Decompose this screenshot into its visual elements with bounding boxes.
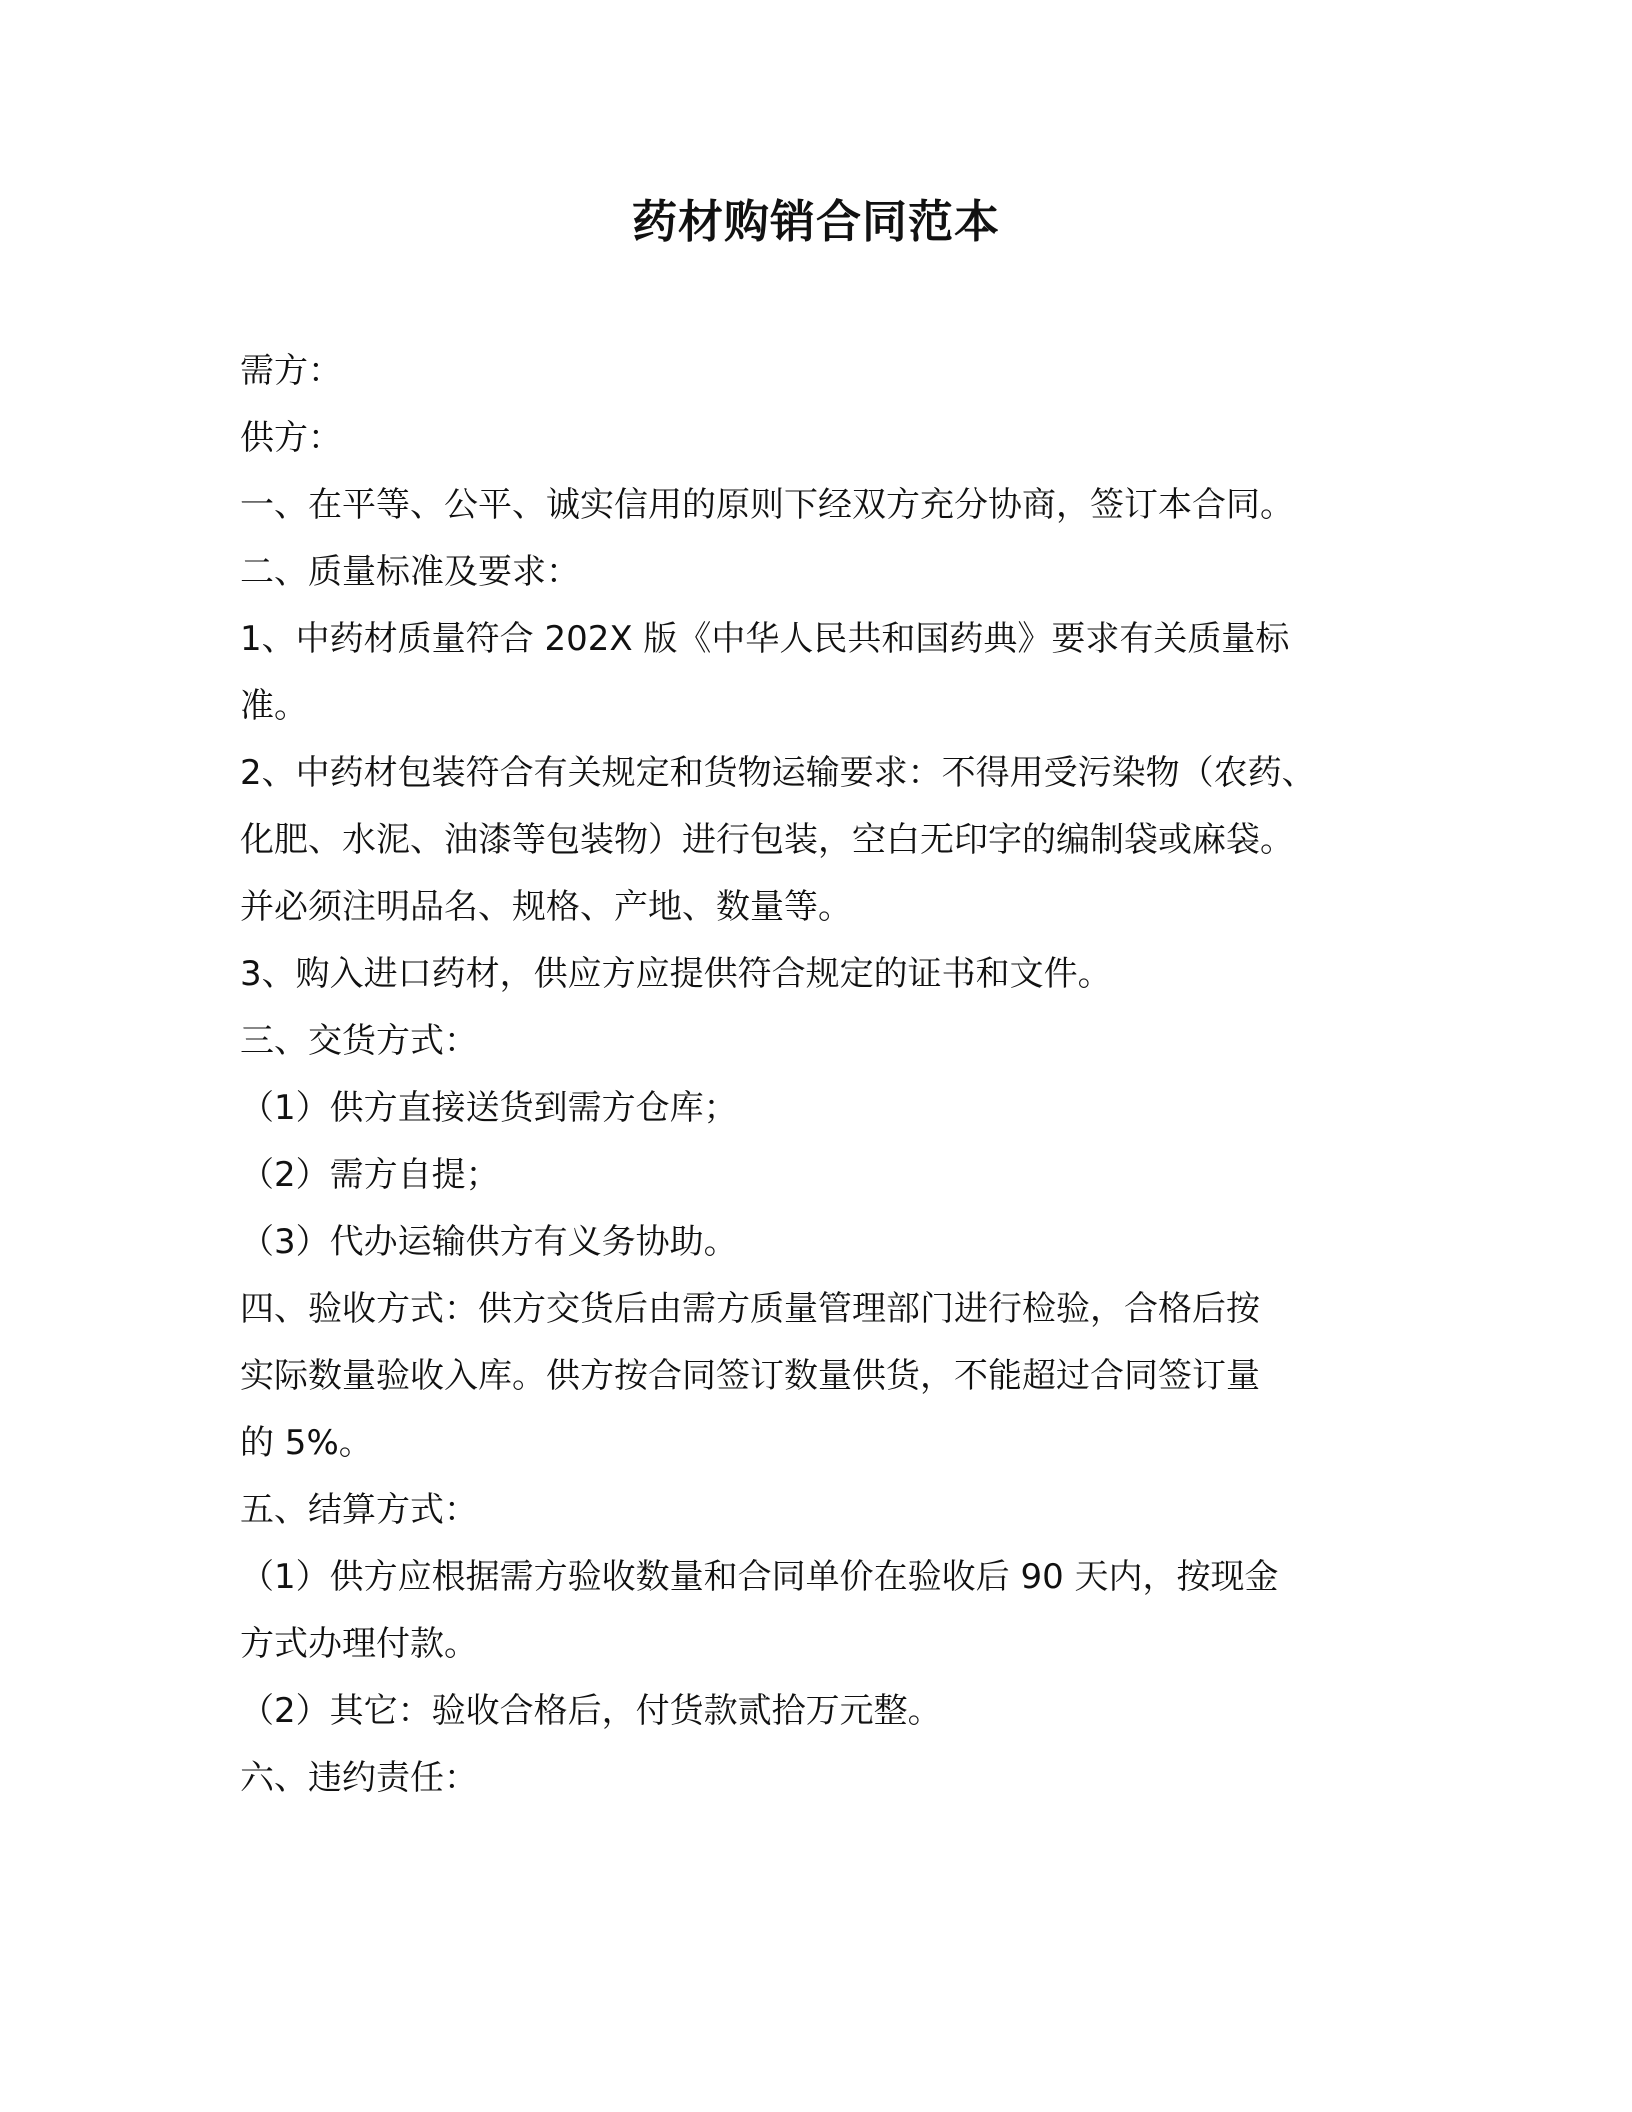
item-2-2-line-2: 化肥、水泥、油漆等包装物）进行包装，空白无印字的编制袋或麻袋。 bbox=[240, 820, 1294, 860]
section-4-line-2: 实际数量验收入库。供方按合同签订数量供货，不能超过合同签订量 bbox=[240, 1356, 1260, 1396]
section-2-heading: 二、质量标准及要求： bbox=[240, 552, 580, 592]
document-title: 药材购销合同范本 bbox=[631, 195, 1000, 248]
section-4-line-3: 的 5%。 bbox=[240, 1423, 373, 1463]
delivery-option-1: （1）供方直接送货到需方仓库； bbox=[240, 1088, 738, 1128]
item-2-3-line: 3、购入进口药材，供应方应提供符合规定的证书和文件。 bbox=[240, 954, 1112, 994]
section-4-line-1: 四、验收方式：供方交货后由需方质量管理部门进行检验，合格后按 bbox=[240, 1289, 1260, 1329]
settlement-item-1-line-2: 方式办理付款。 bbox=[240, 1624, 478, 1664]
settlement-item-1-line-1: （1）供方应根据需方验收数量和合同单价在验收后 90 天内，按现金 bbox=[240, 1557, 1279, 1597]
buyer-line: 需方： bbox=[240, 351, 342, 391]
supplier-line: 供方： bbox=[240, 418, 342, 458]
section-6-heading: 六、违约责任： bbox=[240, 1758, 478, 1798]
item-2-1-line-2: 准。 bbox=[240, 686, 308, 726]
delivery-option-3: （3）代办运输供方有义务协助。 bbox=[240, 1222, 738, 1262]
delivery-option-2: （2）需方自提； bbox=[240, 1155, 500, 1195]
settlement-item-2: （2）其它：验收合格后，付货款贰拾万元整。 bbox=[240, 1691, 942, 1731]
item-2-2-line-1: 2、中药材包装符合有关规定和货物运输要求：不得用受污染物（农药、 bbox=[240, 753, 1316, 793]
section-3-heading: 三、交货方式： bbox=[240, 1021, 478, 1061]
contract-body bbox=[240, 338, 1410, 1812]
section-1-line: 一、在平等、公平、诚实信用的原则下经双方充分协商，签订本合同。 bbox=[240, 485, 1294, 525]
item-2-1-line-1: 1、中药材质量符合 202X 版《中华人民共和国药典》要求有关质量标 bbox=[240, 619, 1290, 659]
item-2-2-line-3: 并必须注明品名、规格、产地、数量等。 bbox=[240, 887, 852, 927]
section-5-heading: 五、结算方式： bbox=[240, 1490, 478, 1530]
